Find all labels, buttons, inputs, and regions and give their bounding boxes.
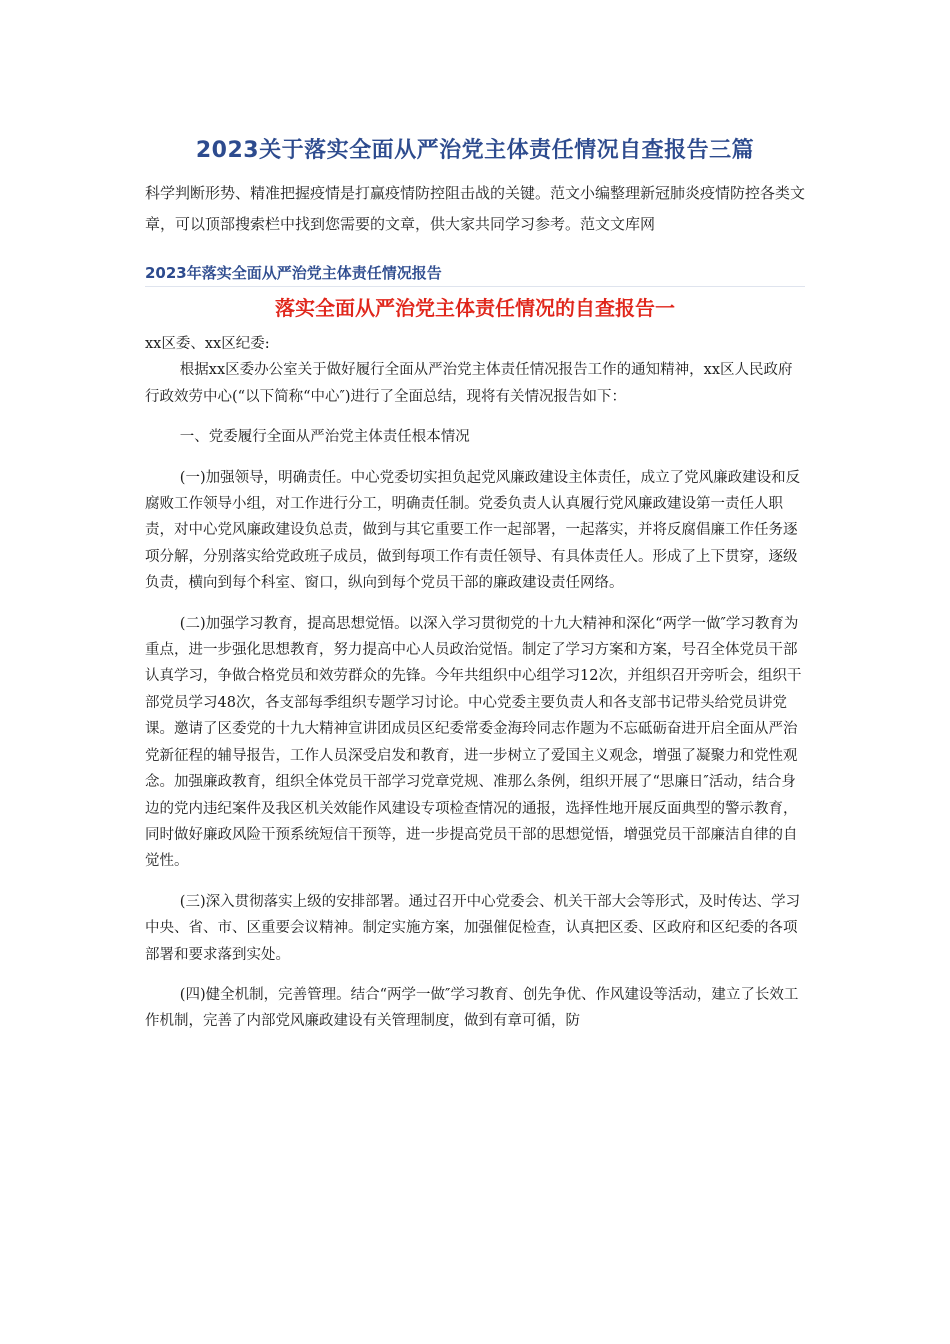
paragraph-implementation: (三)深入贯彻落实上级的安排部署。通过召开中心党委会、机关干部大会等形式，及时传达、学习中央、省、市、区重要会议精神。制定实施方案，加强催促检查，认真把区委、区政府和区纪委的各项部署和要求落到实处。 bbox=[145, 893, 801, 963]
salutation: xx区委、xx区纪委: bbox=[145, 336, 270, 352]
section-heading-link[interactable]: 2023年落实全面从严治党主体责任情况报告 bbox=[145, 262, 805, 287]
document-title: 2023关于落实全面从严治党主体责任情况自查报告三篇 bbox=[195, 138, 755, 163]
paragraph-intro: 根据xx区委办公室关于做好履行全面从严治党主体责任情况报告工作的通知精神，xx区人民政府行政效劳中心(“以下简称“中心″)进行了全面总结，现将有关情况报告如下： bbox=[145, 362, 793, 405]
report-title: 落实全面从严治党主体责任情况的自查报告一 bbox=[275, 296, 675, 320]
section-heading-one: 一、党委履行全面从严治党主体责任根本情况 bbox=[179, 429, 470, 446]
intro-paragraph: 科学判断形势、精准把握疫情是打赢疫情防控阻击战的关键。范文小编整理新冠肺炎疫情防控各类文章，可以顶部搜索栏中找到您需要的文章，供大家共同学习参考。范文文库网 bbox=[145, 184, 806, 233]
report-body bbox=[145, 331, 805, 1035]
paragraph-mechanism: (四)健全机制，完善管理。结合“两学一做″学习教育、创先争优、作风建设等活动，建立了长效工作机制，完善了内部党风廉政建设有关管理制度，做到有章可循，防 bbox=[145, 986, 799, 1030]
paragraph-study-education: (二)加强学习教育，提高思想觉悟。以深入学习贯彻党的十九大精神和深化“两学一做″学习教育为重点，进一步强化思想教育，努力提高中心人员政治觉悟。制定了学习方案和方案，号召全体党员干部认真学习，争做合格党员和效劳群众的先锋。今年共组织中心组学习12次，并组织召开旁听会，组织干部党员学习48次，各支部每季组织专题学习讨论。中心党委主要负责人和各支部书记带头给党员讲党课。邀请了区委党的十九大精神宣讲团成员区纪委常委金海玲同志作题为不忘砥砺奋进开启全面从严治党新征程的辅导报告，工作人员深受启发和教育，进一步树立了爱国主义观念，增强了凝聚力和党性观念。加强廉政教育，组织全体党员干部学习党章党规、准那么条例，组织开展了“思廉日″活动，结合身边的党内违纪案件及我区机关效能作风建设专项检查情况的通报，选择性地开展反面典型的警示教育，同时做好廉政风险干预系统短信干预等，进一步提高党员干部的思想觉悟，增强党员干部廉洁自律的自觉性。 bbox=[145, 615, 802, 870]
paragraph-leadership: (一)加强领导，明确责任。中心党委切实担负起党风廉政建设主体责任，成立了党风廉政建设和反腐败工作领导小组，对工作进行分工，明确责任制。党委负责人认真履行党风廉政建设第一责任人职责，对中心党风廉政建设负总责，做到与其它重要工作一起部署，一起落实，并将反腐倡廉工作任务逐项分解，分别落实给党政班子成员，做到每项工作有责任领导、有具体责任人。形成了上下贯穿，逐级负责，横向到每个科室、窗口，纵向到每个党员干部的廉政建设责任网络。 bbox=[145, 469, 801, 592]
